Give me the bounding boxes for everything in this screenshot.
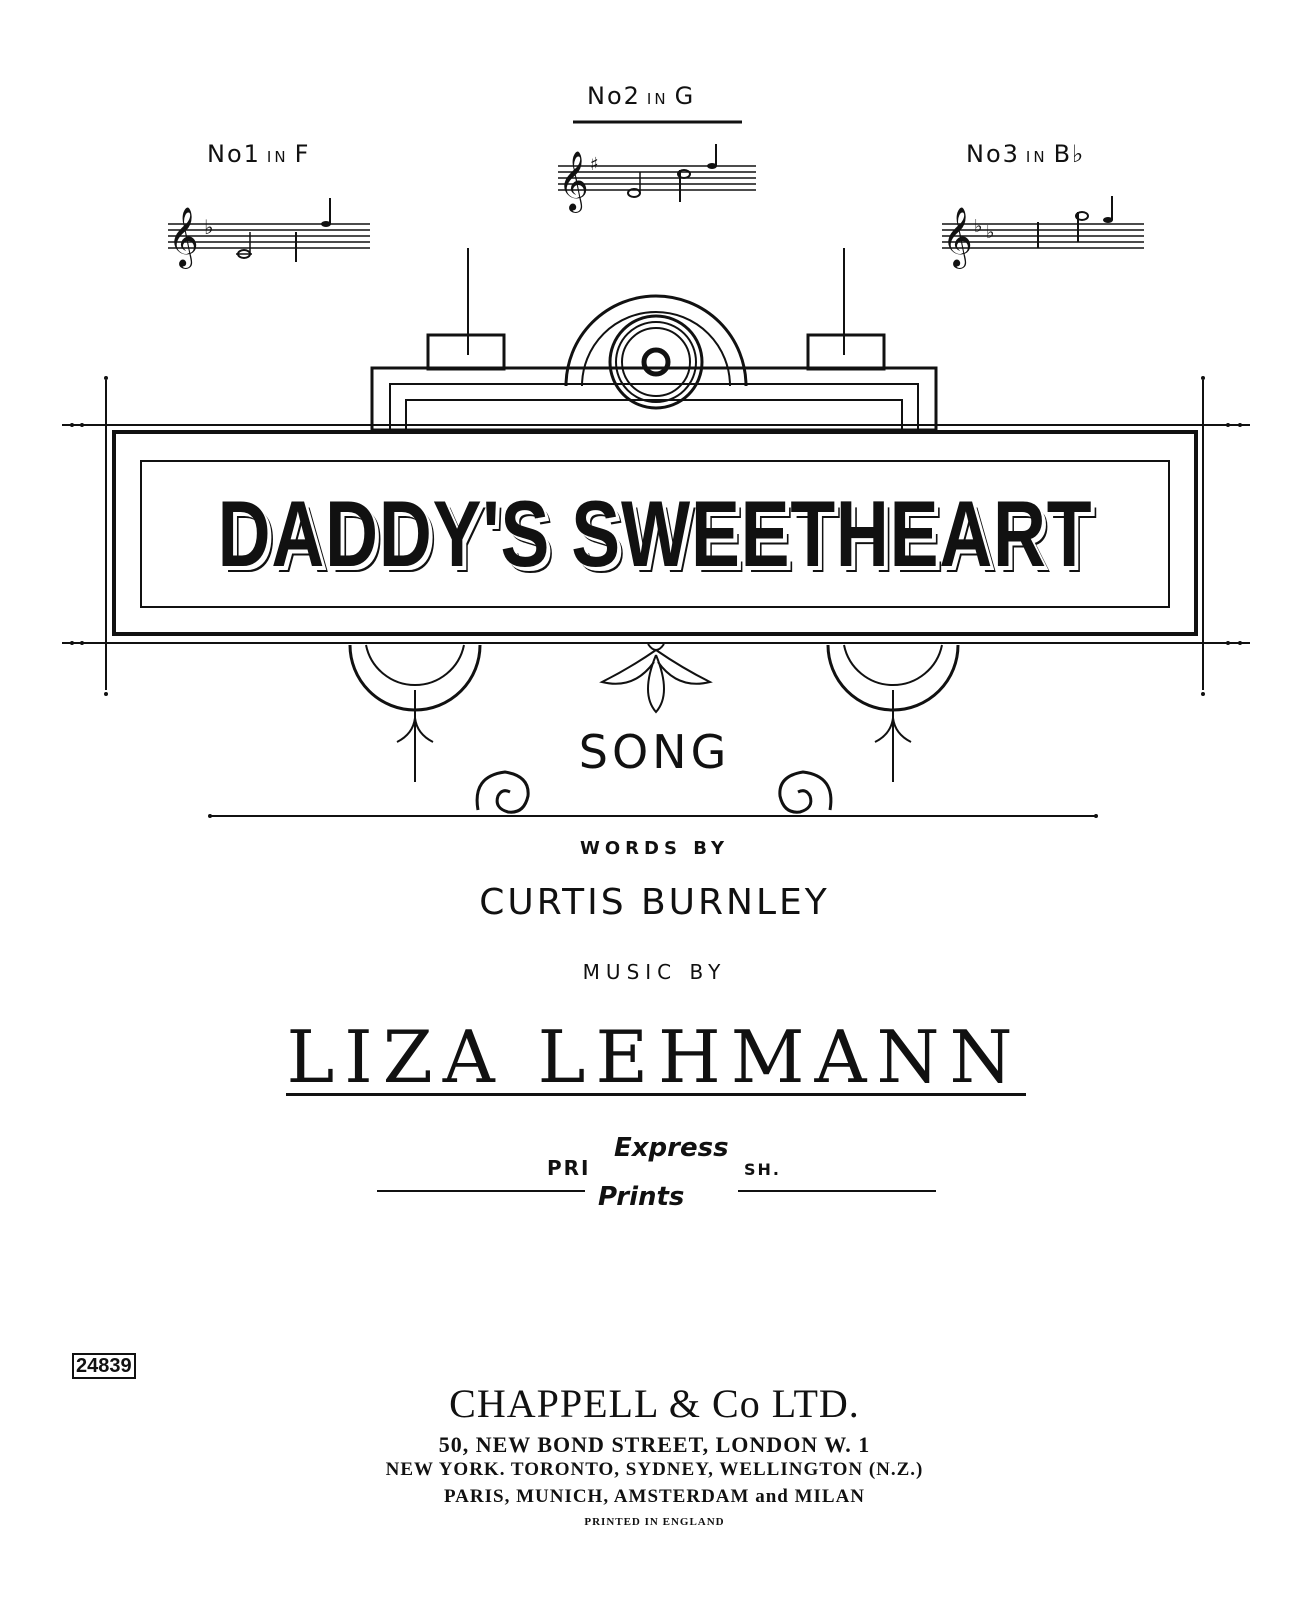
- treble-clef-icon: 𝄞: [942, 207, 973, 267]
- staff-key-1: [166, 192, 372, 274]
- key-1-in: IN: [266, 148, 289, 166]
- stamp-prints: Prints: [598, 1182, 685, 1212]
- key-3-label: [966, 140, 1085, 168]
- composer-name: LIZA LEHMANN: [286, 1015, 1023, 1099]
- key-1-number: No1: [207, 140, 261, 168]
- key-2-in: IN: [646, 90, 669, 108]
- flat-icon: ♭: [204, 215, 214, 239]
- key-2-label: [587, 82, 695, 110]
- treble-clef-icon: 𝄞: [558, 151, 589, 211]
- key-3-key: B♭: [1053, 140, 1086, 168]
- composer-underline: [286, 1093, 1026, 1096]
- key-3-in: IN: [1025, 148, 1048, 166]
- subtitle: SONG: [578, 725, 731, 779]
- staff-key-2: [556, 140, 758, 216]
- key-1-label: [207, 140, 310, 168]
- price-label-right: SH.: [744, 1160, 781, 1179]
- publisher-name: CHAPPELL & Co LTD.: [449, 1381, 860, 1426]
- treble-clef-icon: 𝄞: [168, 207, 199, 267]
- publisher-cities-1: NEW YORK. TORONTO, SYDNEY, WELLINGTON (N.Z.): [385, 1459, 924, 1480]
- price-label-left: PRI: [547, 1156, 591, 1180]
- lyricist-name: CURTIS BURNLEY: [479, 882, 830, 923]
- flat-icon: ♭: [974, 216, 983, 237]
- words-by-label: WORDS BY: [580, 838, 729, 859]
- key-1-key: F: [294, 140, 311, 168]
- key-3-number: No3: [966, 140, 1020, 168]
- staff-key-3: [940, 192, 1146, 274]
- stamp-express: Express: [614, 1133, 729, 1163]
- printed-in-england: PRINTED IN ENGLAND: [584, 1516, 725, 1528]
- publisher-cities-2: PARIS, MUNICH, AMSTERDAM and MILAN: [443, 1486, 866, 1507]
- key-2-key: G: [674, 82, 696, 110]
- key-2-number: No2: [587, 82, 641, 110]
- song-title: DADDY'S SWEETHEART: [217, 481, 1093, 586]
- sharp-icon: ♯: [590, 154, 599, 175]
- music-by-label: MUSIC BY: [582, 960, 727, 984]
- plate-number: 24839: [72, 1353, 136, 1379]
- flat-icon: ♭: [986, 222, 995, 243]
- publisher-address: 50, NEW BOND STREET, LONDON W. 1: [438, 1432, 871, 1457]
